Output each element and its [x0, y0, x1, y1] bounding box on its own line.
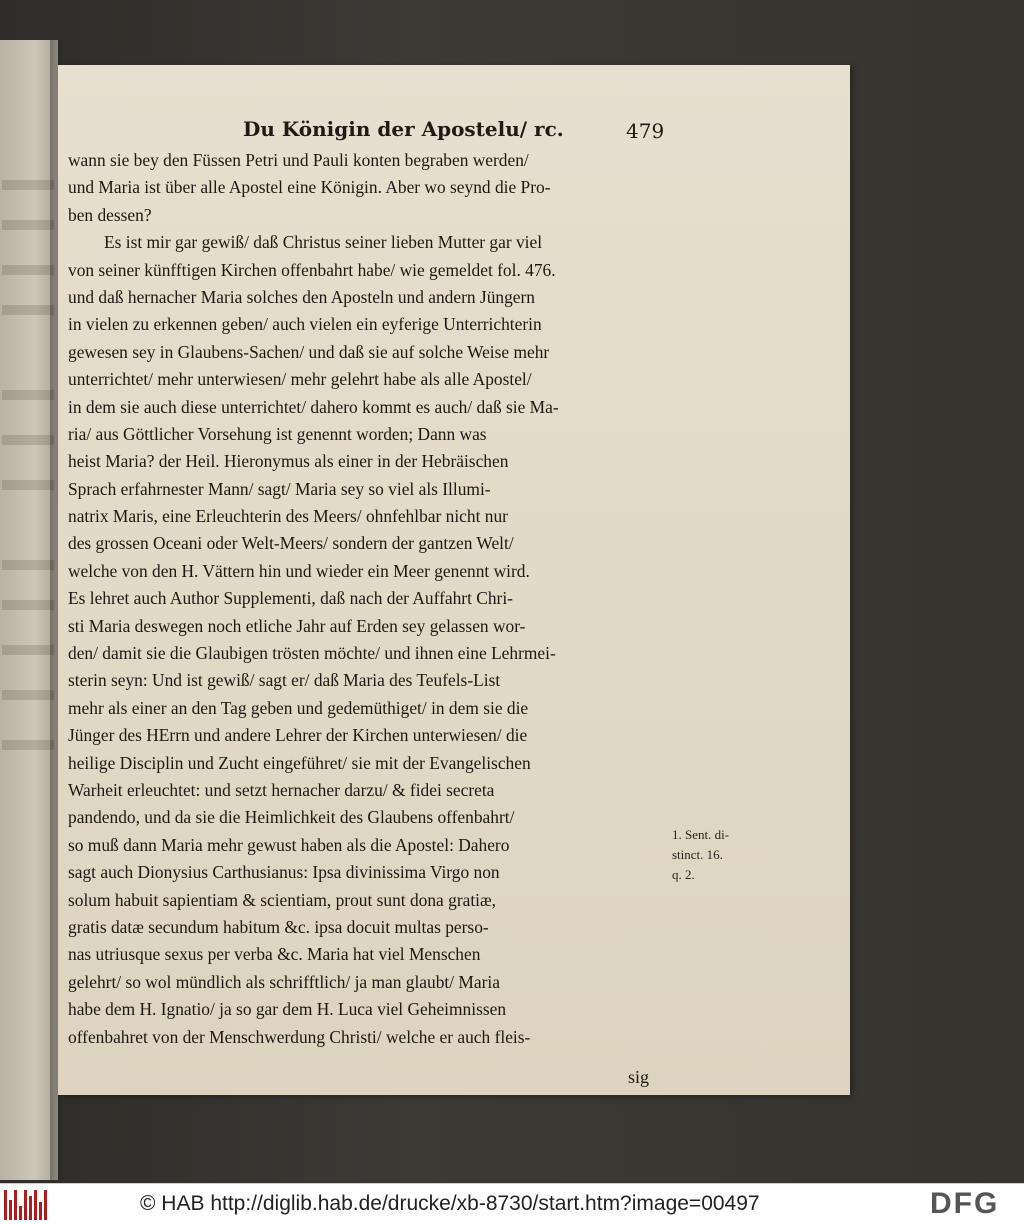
- marginal-note-line: stinct. 16.: [672, 847, 723, 862]
- text-line: wann sie bey den Füssen Petri und Pauli konten begraben werden/: [68, 150, 529, 170]
- text-line: und daß hernacher Maria solches den Aposteln und andern Jüngern: [68, 286, 535, 307]
- text-line: sti Maria deswegen noch etliche Jahr auf Erden sey gelassen wor-: [68, 615, 526, 636]
- text-line: unterrichtet/ mehr unterwiesen/ mehr gelehrt habe als alle Apostel/: [68, 369, 532, 390]
- text-line: mehr als einer an den Tag geben und gedemüthiget/ in dem sie die: [68, 697, 529, 718]
- text-line: Es ist mir gar gewiß/ daß Christus seiner lieben Mutter gar viel: [104, 232, 543, 253]
- text-line: Es lehret auch Author Supplementi, daß nach der Auffahrt Chri-: [68, 588, 513, 609]
- hab-logo-icon: [4, 1188, 48, 1220]
- bleed-through-line: [2, 600, 54, 610]
- text-line: ria/ aus Göttlicher Vorsehung ist genennt worden; Dann was: [68, 423, 487, 444]
- text-line: so muß dann Maria mehr gewust haben als die Apostel: Dahero: [68, 834, 510, 855]
- bleed-through-line: [2, 220, 54, 230]
- bleed-through-line: [2, 180, 54, 190]
- footer-bar: [0, 1183, 1024, 1224]
- text-line: offenbahret von der Menschwerdung Christi/ welche er auch fleis-: [68, 1026, 531, 1047]
- dfg-logo: DFG: [930, 1187, 1000, 1220]
- bleed-through-line: [2, 690, 54, 700]
- text-line: und Maria ist über alle Apostel eine Königin. Aber wo seynd die Pro-: [68, 177, 551, 198]
- text-line: Sprach erfahrnester Mann/ sagt/ Maria sey so viel als Illumi-: [68, 478, 491, 499]
- marginal-note-line: q. 2.: [672, 867, 695, 882]
- text-line: Warheit erleuchtet: und setzt hernacher darzu/ & fidei secreta: [68, 779, 495, 800]
- bleed-through-line: [2, 305, 54, 315]
- text-line: gratis datæ secundum habitum &c. ipsa docuit multas perso-: [68, 916, 489, 937]
- catchword: sig: [628, 1067, 650, 1087]
- text-line: gelehrt/ so wol mündlich als schrifftlich/ ja man glaubt/ Maria: [68, 971, 500, 992]
- marginal-note-line: 1. Sent. di-: [672, 827, 730, 842]
- text-line: ben dessen?: [68, 204, 152, 225]
- text-line: des grossen Oceani oder Welt-Meers/ sondern der gantzen Welt/: [68, 533, 514, 554]
- text-line: welche von den H. Vättern hin und wieder ein Meer genennt wird.: [68, 560, 530, 581]
- text-line: gewesen sey in Glaubens-Sachen/ und daß sie auf solche Weise mehr: [68, 341, 550, 362]
- bleed-through-line: [2, 645, 54, 655]
- text-line: von seiner künfftigen Kirchen offenbahrt habe/ wie gemeldet fol. 476.: [68, 259, 556, 280]
- footer-citation: © HAB http://diglib.hab.de/drucke/xb-8730/start.htm?image=00497: [140, 1192, 760, 1215]
- text-line: den/ damit sie die Glaubigen trösten möchte/ und ihnen eine Lehrmei-: [68, 643, 556, 664]
- book-page: [58, 65, 850, 1095]
- running-head: Du Königin der Apostelu/ rc.: [243, 117, 564, 141]
- bleed-through-line: [2, 560, 54, 570]
- body-text: [68, 147, 660, 1051]
- text-line: sagt auch Dionysius Carthusianus: Ipsa divinissima Virgo non: [68, 862, 500, 883]
- text-line: in vielen zu erkennen geben/ auch vielen ein eyferige Unterrichterin: [68, 314, 542, 335]
- bleed-through-line: [2, 435, 54, 445]
- text-line: natrix Maris, eine Erleuchterin des Meers/ ohnfehlbar nicht nur: [68, 506, 508, 527]
- bleed-through-line: [2, 480, 54, 490]
- marginal-note: [672, 825, 752, 885]
- bleed-through-line: [2, 740, 54, 750]
- text-line: Jünger des HErrn und andere Lehrer der Kirchen unterwiesen/ die: [68, 725, 528, 746]
- text-line: in dem sie auch diese unterrichtet/ dahero kommt es auch/ daß sie Ma-: [68, 396, 559, 417]
- text-line: habe dem H. Ignatio/ ja so gar dem H. Luca viel Geheimnissen: [68, 999, 507, 1020]
- page-number: 479: [626, 119, 665, 143]
- text-line: sterin seyn: Und ist gewiß/ sagt er/ daß Maria des Teufels-List: [68, 670, 501, 691]
- text-line: pandendo, und da sie die Heimlichkeit des Glaubens offenbahrt/: [68, 807, 515, 828]
- bleed-through-line: [2, 265, 54, 275]
- text-line: heist Maria? der Heil. Hieronymus als einer in der Hebräischen: [68, 451, 509, 472]
- text-line: nas utriusque sexus per verba &c. Maria hat viel Menschen: [68, 944, 481, 965]
- text-line: heilige Disciplin und Zucht eingeführet/ sie mit der Evangelischen: [68, 752, 531, 773]
- bleed-through-line: [2, 390, 54, 400]
- text-line: solum habuit sapientiam & scientiam, prout sunt dona gratiæ,: [68, 889, 496, 910]
